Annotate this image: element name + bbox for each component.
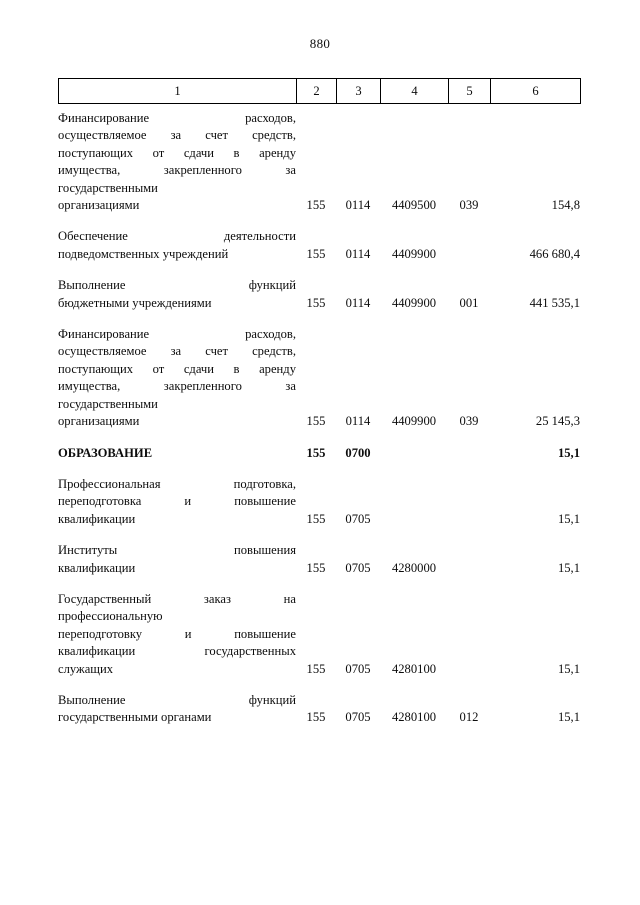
row-amount: 25 145,3 <box>535 414 580 429</box>
row-name-line: имущества, закрепленного за <box>58 163 296 178</box>
row-spacer <box>58 462 580 476</box>
budget-table <box>58 110 580 727</box>
row-name <box>58 692 296 727</box>
row-spacer-cell <box>58 263 580 277</box>
table-row <box>58 476 580 528</box>
row-name-line: государственными <box>58 396 158 411</box>
row-amount: 15,1 <box>557 710 580 725</box>
row-name-line: Финансирование расходов, <box>58 327 296 342</box>
row-spacer-cell <box>58 462 580 476</box>
row-name-line: осуществляемое за счет средств, <box>58 344 296 359</box>
row-code-chapter: 155 <box>306 661 326 676</box>
row-name-line: государственными <box>58 180 158 195</box>
column-header-2: 2 <box>297 79 337 104</box>
row-spacer <box>58 678 580 692</box>
row-code-section: 0705 <box>345 661 371 676</box>
row-name-line: подведомственных учреждений <box>58 246 229 261</box>
row-code-target: 4280000 <box>391 560 437 575</box>
row-name <box>58 277 296 312</box>
row-code-chapter: 155 <box>306 246 326 261</box>
row-code-chapter: 155 <box>306 710 326 725</box>
row-code-target: 4409900 <box>391 246 437 261</box>
row-code-section: 0114 <box>345 414 371 429</box>
column-header-1: 1 <box>59 79 297 104</box>
row-name-line: Профессиональная подготовка, <box>58 476 296 491</box>
row-code-section: 0114 <box>345 295 371 310</box>
column-header-3: 3 <box>337 79 381 104</box>
row-code-target <box>380 476 448 528</box>
row-name-line: Выполнение функций <box>58 692 296 707</box>
row-spacer <box>58 263 580 277</box>
row-name-line: квалификации <box>58 511 136 526</box>
row-spacer-cell <box>58 528 580 542</box>
row-code-chapter: 155 <box>306 414 326 429</box>
row-spacer <box>58 528 580 542</box>
table-row <box>58 326 580 430</box>
row-code-target: 4409500 <box>391 198 437 213</box>
row-name-line: поступающих от сдачи в аренду <box>58 361 296 376</box>
row-code-expense-type <box>448 476 490 528</box>
row-name-line: государственными органами <box>58 710 212 725</box>
row-code-section: 0114 <box>345 198 371 213</box>
row-name-line: ОБРАЗОВАНИЕ <box>58 445 153 460</box>
row-code-chapter: 155 <box>306 445 326 460</box>
column-header-6: 6 <box>491 79 581 104</box>
row-name-line: служащих <box>58 661 114 676</box>
row-spacer-cell <box>58 312 580 326</box>
row-code-chapter: 155 <box>306 511 326 526</box>
row-spacer <box>58 312 580 326</box>
table-row <box>58 228 580 263</box>
table-row <box>58 445 580 462</box>
row-code-section: 0700 <box>345 445 371 460</box>
row-name <box>58 542 296 577</box>
row-amount: 15,1 <box>557 511 580 526</box>
row-spacer-cell <box>58 214 580 228</box>
row-amount: 466 680,4 <box>529 246 580 261</box>
row-name-line: квалификации государственных <box>58 644 296 659</box>
budget-rows-table <box>58 110 580 727</box>
table-row <box>58 277 580 312</box>
table-row <box>58 591 580 678</box>
column-header-5: 5 <box>449 79 491 104</box>
row-name-line: Финансирование расходов, <box>58 111 296 125</box>
row-code-section: 0705 <box>345 560 371 575</box>
row-code-expense-type <box>448 591 490 678</box>
row-code-section: 0705 <box>345 511 371 526</box>
row-code-expense-type: 001 <box>459 295 479 310</box>
row-name <box>58 228 296 263</box>
row-name-line: переподготовка и повышение <box>58 494 296 509</box>
table-header-row <box>58 78 580 104</box>
row-amount: 441 535,1 <box>529 295 580 310</box>
table-row <box>58 110 580 214</box>
row-code-expense-type: 039 <box>459 414 479 429</box>
row-name <box>58 591 296 678</box>
row-amount: 154,8 <box>551 198 580 213</box>
row-code-target: 4280100 <box>391 661 437 676</box>
row-code-section: 0705 <box>345 710 371 725</box>
row-name-line: профессиональную <box>58 609 163 624</box>
row-name <box>58 476 296 528</box>
row-name-line: Государственный заказ на <box>58 591 296 606</box>
row-name-line: организациями <box>58 198 140 213</box>
table-row <box>58 542 580 577</box>
row-name-line: Выполнение функций <box>58 278 296 293</box>
row-name-line: поступающих от сдачи в аренду <box>58 145 296 160</box>
row-code-expense-type: 039 <box>459 198 479 213</box>
row-name-line: квалификации <box>58 560 136 575</box>
row-code-chapter: 155 <box>306 560 326 575</box>
row-name-line: переподготовку и повышение <box>58 626 296 641</box>
row-code-chapter: 155 <box>306 295 326 310</box>
row-code-chapter: 155 <box>306 198 326 213</box>
row-code-expense-type <box>448 542 490 577</box>
row-spacer <box>58 214 580 228</box>
row-code-expense-type: 012 <box>459 710 479 725</box>
table-row <box>58 692 580 727</box>
row-name-line: Институты повышения <box>58 543 296 558</box>
row-code-target: 4409900 <box>391 295 437 310</box>
row-spacer-cell <box>58 431 580 445</box>
row-spacer <box>58 577 580 591</box>
page-number: 880 <box>309 36 331 51</box>
row-code-target: 4409900 <box>391 414 437 429</box>
row-code-expense-type <box>448 228 490 263</box>
row-code-section: 0114 <box>345 246 371 261</box>
row-amount: 15,1 <box>557 445 580 460</box>
row-name <box>58 445 296 462</box>
row-name-line: осуществляемое за счет средств, <box>58 128 296 143</box>
row-amount: 15,1 <box>557 560 580 575</box>
row-name-line: организациями <box>58 414 140 429</box>
row-name <box>58 326 296 430</box>
row-code-target: 4280100 <box>391 710 437 725</box>
row-spacer-cell <box>58 577 580 591</box>
row-spacer <box>58 431 580 445</box>
column-header-table <box>58 78 581 104</box>
row-name <box>58 110 296 214</box>
row-name-line: бюджетными учреждениями <box>58 295 212 310</box>
row-amount: 15,1 <box>557 661 580 676</box>
row-name-line: Обеспечение деятельности <box>58 229 296 244</box>
row-code-target <box>380 445 448 462</box>
row-code-expense-type <box>448 445 490 462</box>
row-name-line: имущества, закрепленного за <box>58 379 296 394</box>
column-header-4: 4 <box>381 79 449 104</box>
row-spacer-cell <box>58 678 580 692</box>
